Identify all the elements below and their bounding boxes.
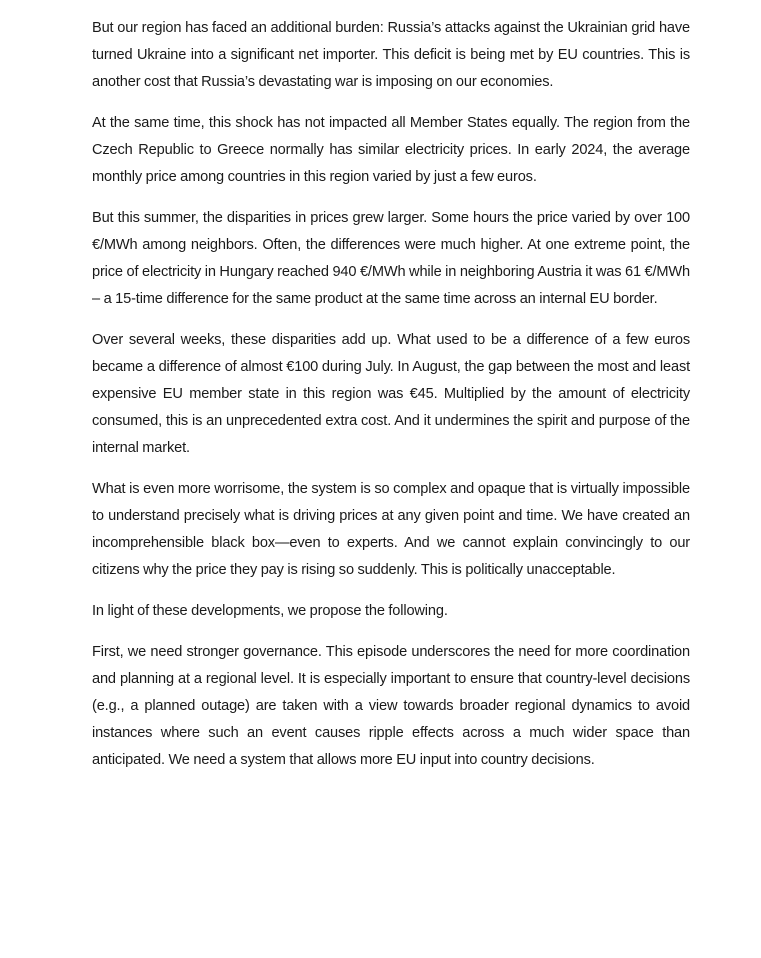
paragraph-summer-price-disparities: But this summer, the disparities in prices grew larger. Some hours the price varied by over 100 €/MWh among neighbors. Often, the differences were much higher. At one extreme point, the price of electricity in Hungary reached 940 €/MWh while in neighboring Austria it was 61 €/MWh – a 15-time difference for the same product at the same time across an internal EU border. [92, 210, 690, 307]
document-page [92, 2, 690, 788]
paragraph-system-opacity: What is even more worrisome, the system is so complex and opaque that is virtually impossible to understand precisely what is driving prices at any given point and time. We have created an incomprehensible black box—even to experts. And we cannot explain convincingly to our citizens why the price they pay is rising so suddenly. This is politically unacceptable. [92, 481, 690, 578]
paragraph-ukraine-import-burden: But our region has faced an additional burden: Russia’s attacks against the Ukrainian grid have turned Ukraine into a significant net importer. This deficit is being met by EU countries. This is another cost that Russia’s devastating war is imposing on our economies. [92, 20, 690, 90]
paragraph-stronger-governance: First, we need stronger governance. This episode underscores the need for more coordination and planning at a regional level. It is especially important to ensure that country-level decisions (e.g., a planned outage) are taken with a view towards broader regional dynamics to avoid instances where such an event causes ripple effects across a much wider space than anticipated. We need a system that allows more EU input into country decisions. [92, 644, 690, 768]
paragraph-disparities-add-up: Over several weeks, these disparities add up. What used to be a difference of a few euros became a difference of almost €100 during July. In August, the gap between the most and least expensive EU member state in this region was €45. Multiplied by the amount of electricity consumed, this is an unprecedented extra cost. And it undermines the spirit and purpose of the internal market. [92, 332, 690, 456]
paragraph-proposal-intro: In light of these developments, we propose the following. [92, 603, 448, 619]
paragraph-member-states-impact: At the same time, this shock has not impacted all Member States equally. The region from the Czech Republic to Greece normally has similar electricity prices. In early 2024, the average monthly price among countries in this region varied by just a few euros. [92, 115, 690, 185]
